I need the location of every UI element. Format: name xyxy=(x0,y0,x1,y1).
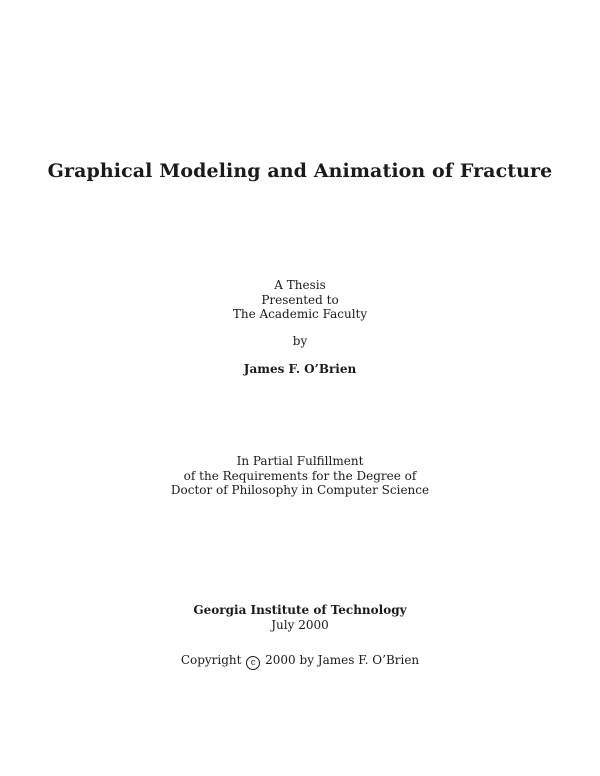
copyright-notice xyxy=(0,653,600,670)
degree-fulfillment xyxy=(0,454,600,498)
copyright-prefix: Copyright xyxy=(180,653,242,667)
by-label: by xyxy=(292,334,308,348)
copyright-icon: c xyxy=(246,656,260,670)
institution-name: Georgia Institute of Technology xyxy=(193,603,407,617)
submission-date: July 2000 xyxy=(271,617,329,632)
thesis-line-3: The Academic Faculty xyxy=(232,307,368,321)
thesis-line-2: Presented to xyxy=(261,292,339,307)
author-name: James F. O’Brien xyxy=(243,362,357,376)
copyright-text: 2000 by James F. O’Brien xyxy=(265,653,420,667)
thesis-title: Graphical Modeling and Animation of Fracture xyxy=(47,160,553,182)
institution-block xyxy=(0,603,600,632)
fulfillment-line-2: of the Requirements for the Degree of xyxy=(183,468,417,483)
thesis-line-1: A Thesis xyxy=(274,278,326,292)
fulfillment-line-3: Doctor of Philosophy in Computer Science xyxy=(170,483,430,497)
thesis-statement xyxy=(0,278,600,322)
fulfillment-line-1: In Partial Fulfillment xyxy=(236,454,364,468)
